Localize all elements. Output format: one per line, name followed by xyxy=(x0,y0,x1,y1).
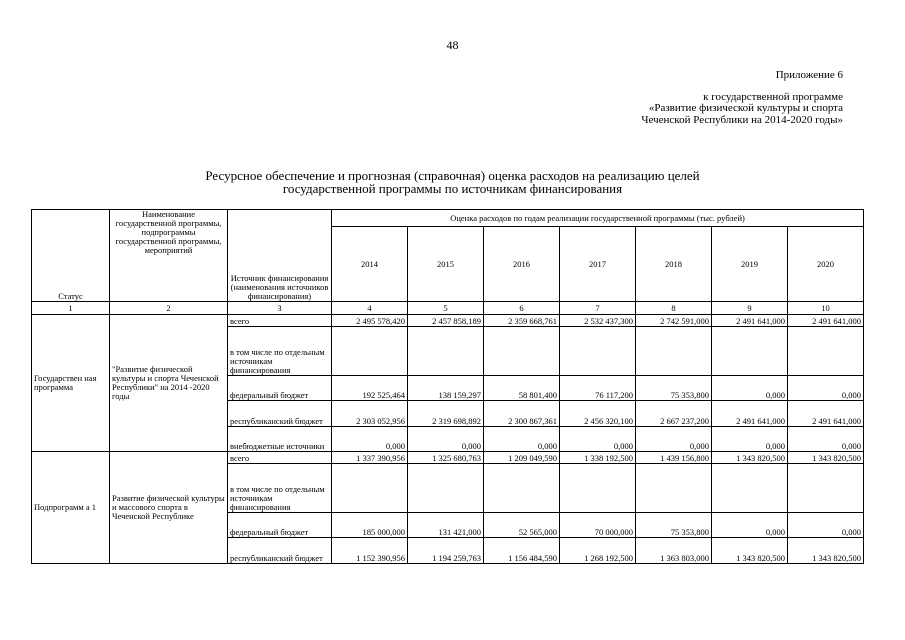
header-year: 2015 xyxy=(408,227,484,302)
row-year-value: 52 565,000 xyxy=(484,513,560,538)
row-year-value: 58 801,400 xyxy=(484,376,560,401)
appendix-line-2: «Развитие физической культуры и спорта xyxy=(648,102,843,114)
row-year-value: 138 159,297 xyxy=(408,376,484,401)
row-year-value: 0,000 xyxy=(788,376,864,401)
row-year-value: 1 325 680,763 xyxy=(408,452,484,464)
row-year-value xyxy=(560,464,636,513)
row-year-value: 2 491 641,000 xyxy=(788,315,864,327)
row-year-value: 2 359 668,761 xyxy=(484,315,560,327)
row-year-value: 2 742 591,000 xyxy=(636,315,712,327)
row-year-value xyxy=(408,464,484,513)
row-year-value: 131 421,000 xyxy=(408,513,484,538)
row-year-value: 1 363 803,000 xyxy=(636,538,712,564)
document-title xyxy=(0,170,905,195)
budget-table xyxy=(31,209,864,564)
row-year-value: 0,000 xyxy=(788,427,864,452)
row-year-value xyxy=(788,327,864,376)
appendix-note xyxy=(641,70,843,126)
row-year-value: 0,000 xyxy=(712,427,788,452)
row-status: Государствен ная программа xyxy=(32,315,110,452)
row-year-value xyxy=(332,327,408,376)
row-year-value: 2 491 641,000 xyxy=(788,401,864,427)
row-year-value: 1 343 820,500 xyxy=(712,452,788,464)
column-number: 5 xyxy=(408,302,484,315)
row-year-value: 2 491 641,000 xyxy=(712,315,788,327)
row-year-value: 1 338 192,500 xyxy=(560,452,636,464)
row-year-value: 2 300 867,361 xyxy=(484,401,560,427)
row-funding-source: федеральный бюджет xyxy=(228,376,332,401)
column-number: 3 xyxy=(228,302,332,315)
row-year-value: 2 532 437,300 xyxy=(560,315,636,327)
row-year-value xyxy=(484,464,560,513)
row-year-value: 0,000 xyxy=(560,427,636,452)
header-year: 2020 xyxy=(788,227,864,302)
column-number: 8 xyxy=(636,302,712,315)
header-year: 2016 xyxy=(484,227,560,302)
row-year-value: 1 152 390,956 xyxy=(332,538,408,564)
row-year-value: 1 268 192,500 xyxy=(560,538,636,564)
header-status: Статус xyxy=(32,210,110,302)
appendix-label: Приложение 6 xyxy=(775,69,843,81)
header-estimate: Оценка расходов по годам реализации государственной программы (тыс. рублей) xyxy=(332,210,864,227)
header-row-1 xyxy=(32,210,864,227)
row-year-value: 1 343 820,500 xyxy=(712,538,788,564)
row-funding-source: республиканский бюджет xyxy=(228,401,332,427)
row-funding-source: всего xyxy=(228,452,332,464)
row-year-value: 192 525,464 xyxy=(332,376,408,401)
row-year-value xyxy=(636,464,712,513)
row-funding-source: в том числе по отдельным источникам финансирования xyxy=(228,464,332,513)
row-year-value: 76 117,200 xyxy=(560,376,636,401)
table-row xyxy=(32,315,864,327)
row-year-value: 185 000,000 xyxy=(332,513,408,538)
appendix-line-3: Чеченской Республики на 2014-2020 годы» xyxy=(641,113,843,126)
row-funding-source: в том числе по отдельным источникам финансирования xyxy=(228,327,332,376)
row-year-value: 0,000 xyxy=(636,427,712,452)
row-year-value: 1 343 820,500 xyxy=(788,452,864,464)
row-year-value: 2 456 320,100 xyxy=(560,401,636,427)
row-year-value: 0,000 xyxy=(712,376,788,401)
row-funding-source: федеральный бюджет xyxy=(228,513,332,538)
row-year-value xyxy=(636,327,712,376)
header-year: 2014 xyxy=(332,227,408,302)
row-year-value: 75 353,800 xyxy=(636,376,712,401)
row-year-value: 1 194 259,763 xyxy=(408,538,484,564)
row-year-value: 1 337 390,956 xyxy=(332,452,408,464)
row-year-value: 2 491 641,000 xyxy=(712,401,788,427)
header-year: 2019 xyxy=(712,227,788,302)
column-number: 7 xyxy=(560,302,636,315)
row-year-value: 75 353,800 xyxy=(636,513,712,538)
row-year-value xyxy=(408,327,484,376)
page-number: 48 xyxy=(446,38,459,52)
table-row xyxy=(32,452,864,464)
row-year-value: 0,000 xyxy=(332,427,408,452)
row-funding-source: внебюджетные источники xyxy=(228,427,332,452)
column-numbers-row xyxy=(32,302,864,315)
column-number: 2 xyxy=(110,302,228,315)
header-year: 2018 xyxy=(636,227,712,302)
column-number: 9 xyxy=(712,302,788,315)
row-year-value xyxy=(332,464,408,513)
row-year-value: 0,000 xyxy=(712,513,788,538)
row-year-value: 70 000,000 xyxy=(560,513,636,538)
row-funding-source: республиканский бюджет xyxy=(228,538,332,564)
title-line-1: Ресурсное обеспечение и прогнозная (справочная) оценка расходов на реализацию целей xyxy=(205,168,700,183)
row-year-value: 1 439 156,800 xyxy=(636,452,712,464)
row-year-value: 1 209 049,590 xyxy=(484,452,560,464)
header-name: Наименование государственной программы, подпрограммы государственной программы, мероприятий xyxy=(110,210,228,302)
column-number: 4 xyxy=(332,302,408,315)
row-year-value: 0,000 xyxy=(408,427,484,452)
title-line-2: государственной программы по источникам финансирования xyxy=(282,180,623,196)
row-year-value: 2 303 052,956 xyxy=(332,401,408,427)
row-year-value: 0,000 xyxy=(788,513,864,538)
row-year-value xyxy=(484,327,560,376)
appendix-line-1: к государственной программе xyxy=(703,90,843,103)
row-year-value: 2 457 858,189 xyxy=(408,315,484,327)
column-number: 10 xyxy=(788,302,864,315)
row-year-value: 2 667 237,200 xyxy=(636,401,712,427)
row-year-value: 2 319 698,892 xyxy=(408,401,484,427)
row-status: Подпрограмм а 1 xyxy=(32,452,110,564)
column-number: 6 xyxy=(484,302,560,315)
row-year-value: 0,000 xyxy=(484,427,560,452)
row-program-name: "Развитие физической культуры и спорта Чеченской Республики" на 2014 -2020 годы xyxy=(110,315,228,452)
header-year: 2017 xyxy=(560,227,636,302)
table-body xyxy=(32,315,864,564)
row-year-value xyxy=(712,464,788,513)
row-year-value: 1 343 820,500 xyxy=(788,538,864,564)
row-year-value xyxy=(560,327,636,376)
row-year-value: 1 156 484,590 xyxy=(484,538,560,564)
column-number: 1 xyxy=(32,302,110,315)
row-program-name: Развитие физической культуры и массового спорта в Чеченской Республике xyxy=(110,452,228,564)
row-year-value xyxy=(788,464,864,513)
header-source: Источник финансирования (наименования источников финансирования) xyxy=(228,210,332,302)
row-funding-source: всего xyxy=(228,315,332,327)
row-year-value: 2 495 578,420 xyxy=(332,315,408,327)
row-year-value xyxy=(712,327,788,376)
